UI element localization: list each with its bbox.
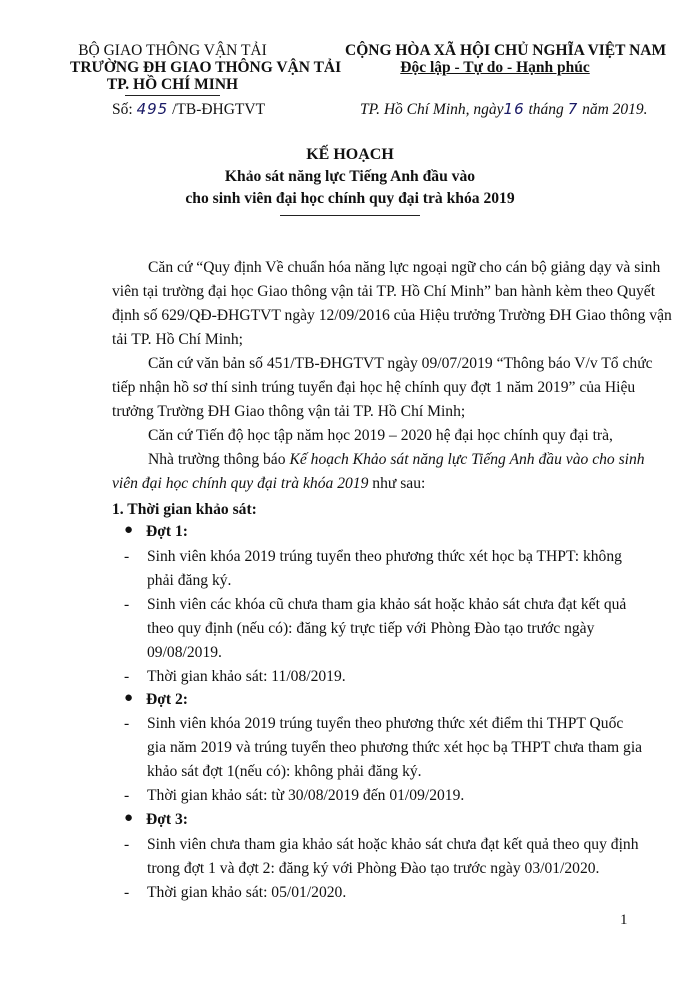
document-subtitle-line1: Khảo sát năng lực Tiếng Anh đầu vào xyxy=(224,168,476,185)
number-handwritten: 495 xyxy=(136,100,169,118)
round-2-label: Đợt 2: xyxy=(146,691,188,708)
date-part3: năm 2019. xyxy=(582,101,648,118)
paragraph-1-line-1: Căn cứ “Quy định Về chuẩn hóa năng lực ngoại ngữ cho cán bộ giảng dạy và sinh xyxy=(148,259,661,276)
date-month: 7 xyxy=(567,100,579,118)
round-2-item-1-line-1: Sinh viên khóa 2019 trúng tuyển theo phương thức xét điểm thi THPT Quốc xyxy=(147,715,624,732)
header-left-rule xyxy=(125,95,220,96)
paragraph-1-line-3: định số 629/QĐ-ĐHGTVT ngày 12/09/2016 của Hiệu trưởng Trường ĐH Giao thông vận xyxy=(112,307,672,324)
bullet-dot-icon: ● xyxy=(124,522,134,538)
round-1-item-2-line-3: 09/08/2019. xyxy=(147,644,222,661)
date-part1: TP. Hồ Chí Minh, ngày xyxy=(360,101,504,118)
paragraph-2-line-1: Căn cứ văn bản số 451/TB-ĐHGTVT ngày 09/07/2019 “Thông báo V/v Tổ chức xyxy=(148,355,653,372)
title-rule xyxy=(280,215,420,216)
date-part2: tháng xyxy=(528,101,564,118)
dash-icon: - xyxy=(124,836,130,853)
dash-icon: - xyxy=(124,884,130,901)
round-1-label: Đợt 1: xyxy=(146,523,188,540)
date-day: 16 xyxy=(503,100,525,118)
round-3-item-1-line-2: trong đợt 1 và đợt 2: đăng ký với Phòng Đào tạo trước ngày 03/01/2020. xyxy=(147,860,600,877)
bullet-dot-icon: ● xyxy=(124,690,134,706)
paragraph-4-line-1 xyxy=(148,448,645,472)
paragraph-3: Căn cứ Tiến độ học tập năm học 2019 – 2020 hệ đại học chính quy đại trà, xyxy=(148,427,613,444)
round-3-label: Đợt 3: xyxy=(146,811,188,828)
document-title: KẾ HOẠCH xyxy=(306,146,394,163)
section-1-heading: 1. Thời gian khảo sát: xyxy=(112,501,257,518)
nation-motto: Độc lập - Tự do - Hạnh phúc xyxy=(400,59,590,76)
paragraph-4-lead: Nhà trường thông báo xyxy=(148,451,290,468)
round-1-item-1-line-1: Sinh viên khóa 2019 trúng tuyển theo phương thức xét học bạ THPT: không xyxy=(147,548,622,565)
bullet-dot-icon: ● xyxy=(124,810,134,826)
ministry-name: BỘ GIAO THÔNG VẬN TẢI xyxy=(78,42,267,59)
paragraph-2-line-2: tiếp nhận hồ sơ thí sinh trúng tuyển đại học hệ chính quy đợt 1 năm 2019” của Hiệu xyxy=(112,379,636,396)
round-2-item-1-line-3: khảo sát đợt 1(nếu có): không phải đăng ký. xyxy=(147,763,422,780)
round-1-item-2-line-2: theo quy định (nếu có): đăng ký trực tiếp với Phòng Đào tạo trước ngày xyxy=(147,620,595,637)
dash-icon: - xyxy=(124,787,130,804)
number-suffix: /TB-ĐHGTVT xyxy=(172,101,266,118)
paragraph-4-plan-title-cont: viên đại học chính quy đại trà khóa 2019 xyxy=(112,475,369,492)
round-3-item-1-line-1: Sinh viên chưa tham gia khảo sát hoặc khảo sát chưa đạt kết quả theo quy định xyxy=(147,836,639,853)
nation-title: CỘNG HÒA XÃ HỘI CHỦ NGHĨA VIỆT NAM xyxy=(345,42,667,59)
round-1-item-3: Thời gian khảo sát: 11/08/2019. xyxy=(147,668,346,685)
dash-icon: - xyxy=(124,548,130,565)
dash-icon: - xyxy=(124,668,130,685)
round-1-item-1-line-2: phải đăng ký. xyxy=(147,572,232,589)
paragraph-2-line-3: trưởng Trường ĐH Giao thông vận tải TP. Hồ Chí Minh; xyxy=(112,403,466,420)
paragraph-1-line-4: tải TP. Hồ Chí Minh; xyxy=(112,331,243,348)
school-name-line2: TP. HỒ CHÍ MINH xyxy=(106,76,239,93)
round-3-item-2: Thời gian khảo sát: 05/01/2020. xyxy=(147,884,347,901)
page-number: 1 xyxy=(620,912,628,928)
dash-icon: - xyxy=(124,596,130,613)
dash-icon: - xyxy=(124,715,130,732)
document-number xyxy=(112,100,265,119)
paragraph-4-plan-title: Kế hoạch Khảo sát năng lực Tiếng Anh đầu vào cho sinh xyxy=(289,451,645,468)
school-name-line1: TRƯỜNG ĐH GIAO THÔNG VẬN TẢI xyxy=(70,59,342,76)
round-1-item-2-line-1: Sinh viên các khóa cũ chưa tham gia khảo sát hoặc khảo sát chưa đạt kết quả xyxy=(147,596,627,613)
paragraph-1-line-2: viên tại trường đại học Giao thông vận tải TP. Hồ Chí Minh” ban hành kèm theo Quyết xyxy=(112,283,656,300)
round-2-item-2: Thời gian khảo sát: từ 30/08/2019 đến 01/09/2019. xyxy=(147,787,465,804)
paragraph-4-tail: như sau: xyxy=(368,475,426,492)
document-subtitle-line2: cho sinh viên đại học chính quy đại trà khóa 2019 xyxy=(185,190,515,207)
round-2-item-1-line-2: gia năm 2019 và trúng tuyển theo phương thức xét học bạ THPT chưa tham gia xyxy=(147,739,643,756)
number-prefix: Số: xyxy=(112,101,133,118)
document-date xyxy=(360,100,648,119)
paragraph-4-line-2 xyxy=(112,472,425,496)
